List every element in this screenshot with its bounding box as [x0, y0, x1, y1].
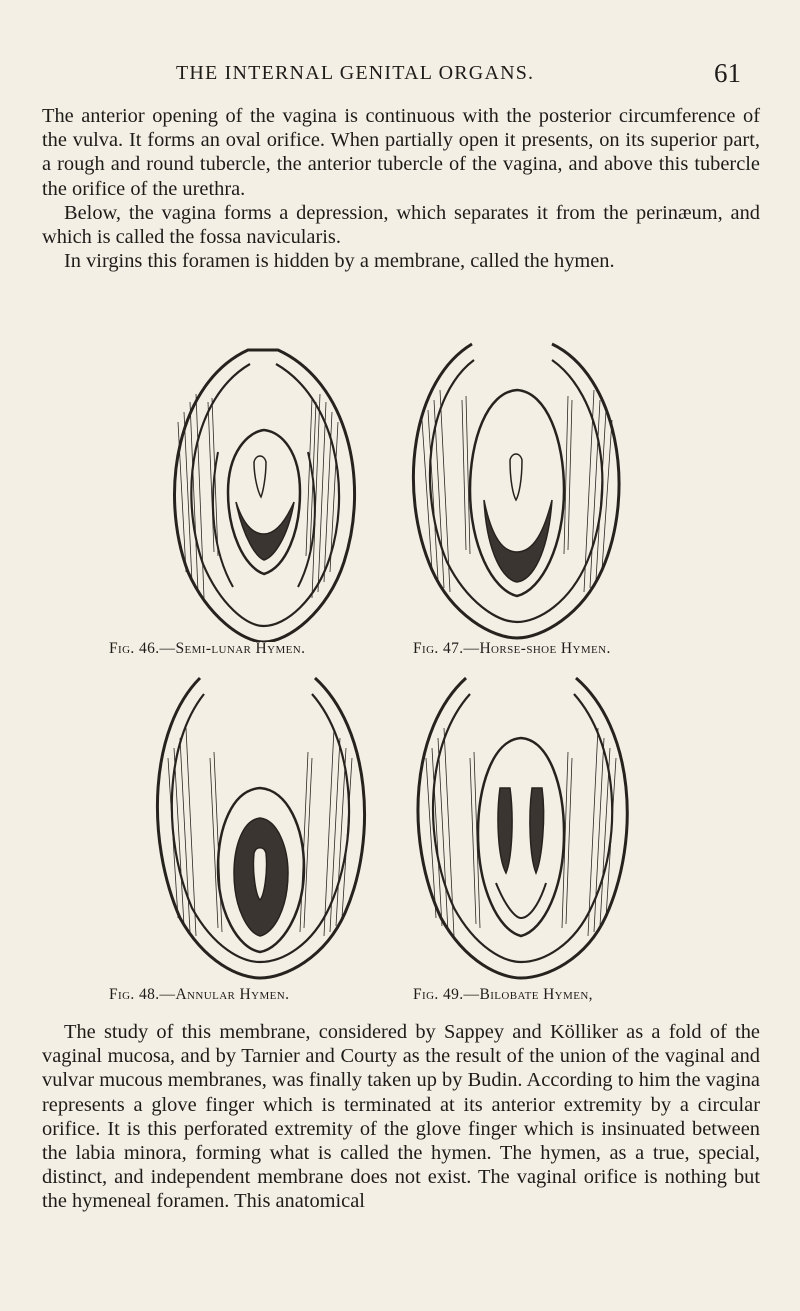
- paragraph-membrane-study: [42, 1020, 760, 1214]
- figure-bilobate-hymen: [396, 668, 646, 980]
- caption-fig-47: Fig. 47.—Horse-shoe Hymen.: [413, 640, 611, 657]
- text-line: Below, the vagina forms a depression, which separates it from the: [64, 201, 629, 224]
- text-line: The study of this membrane, considered by Sappey and Kölliker as a: [64, 1021, 661, 1043]
- page-number: 61: [714, 58, 741, 88]
- running-head: [0, 60, 800, 90]
- text-line: union of the vaginal and vulvar mucous membranes, was finally taken: [42, 1045, 760, 1092]
- figure-semi-lunar-hymen: [148, 342, 380, 642]
- caption-fig-46: Fig. 46.—Semi-lunar Hymen.: [109, 640, 306, 657]
- horse-shoe-hymen-illustration: [392, 330, 642, 640]
- caption-fig-48: Fig. 48.—Annular Hymen.: [109, 986, 290, 1003]
- text-line: open it presents, on its superior part, a rough and round tubercle, the: [42, 129, 760, 176]
- text-line: In virgins this foramen is hidden by a membrane, called the hymen.: [64, 250, 615, 273]
- text-line: the labia minora, forming what is called the hymen. The hymen, as a: [42, 1142, 645, 1165]
- text-line: urethra.: [182, 177, 246, 200]
- text-line: which is terminated at its anterior extremity by a circular orifice. It is: [42, 1093, 760, 1140]
- semi-lunar-hymen-illustration: [148, 342, 380, 642]
- running-title: THE INTERNAL GENITAL ORGANS.: [176, 62, 535, 84]
- bilobate-hymen-illustration: [396, 668, 646, 980]
- text-line: circumference of the vulva. It forms an oval orifice. When partially: [42, 105, 760, 152]
- text-line: fold of the vaginal mucosa, and by Tarnier and Courty as the result of the: [42, 1021, 760, 1068]
- text-line: anterior tubercle of the vagina, and above this tubercle the orifice of the: [42, 153, 760, 200]
- figure-horse-shoe-hymen: [392, 330, 642, 640]
- paragraph-intro: [42, 104, 760, 273]
- figure-annular-hymen: [140, 668, 380, 980]
- text-line: The anterior opening of the vagina is continuous with the posterior: [42, 105, 612, 127]
- text-line: this perforated extremity of the glove finger which is insinuated between: [147, 1117, 760, 1140]
- annular-hymen-illustration: [140, 668, 380, 980]
- text-line: up by Budin. According to him the vagina represents a glove finger: [42, 1069, 760, 1116]
- caption-fig-49: Fig. 49.—Bilobate Hymen,: [413, 986, 593, 1003]
- text-line: vaginal orifice is nothing but the hymeneal foramen. This anatomical: [42, 1166, 760, 1213]
- text-line: true, special, distinct, and independent membrane does not exist. The: [42, 1142, 760, 1189]
- text-line: perinæum, and which is called the fossa navicularis.: [42, 201, 760, 249]
